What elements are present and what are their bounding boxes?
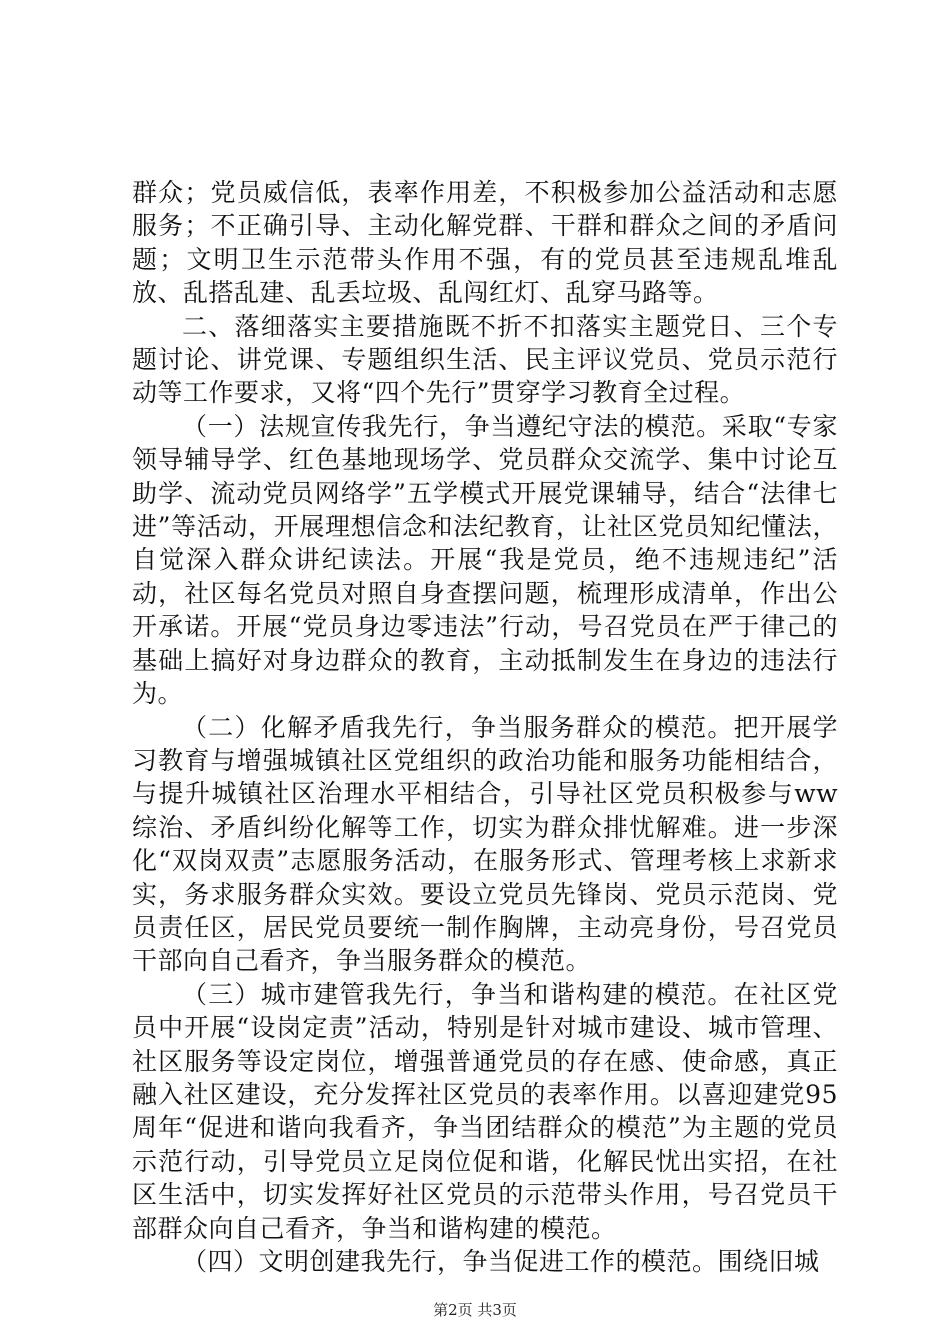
- paragraph: （三）城市建管我先行，争当和谐构建的模范。在社区党员中开展“设岗定责”活动，特别是针对城市建设、城市管理、社区服务等设定岗位，增强普通党员的存在感、使命感，真正融入社区建设，充分发挥社区党员的表率作用。以喜迎建党95周年“促进和谐向我看齐，争当团结群众的模范”为主题的党员示范行动，引导党员立足岗位促和谐，化解民忧出实招，在社区生活中，切实发挥好社区党员的示范带头作用，号召党员干部群众向自己看齐，争当和谐构建的模范。: [132, 979, 838, 1243]
- document-body: [132, 176, 838, 1278]
- paragraph: （四）文明创建我先行，争当促进工作的模范。围绕旧城: [182, 1247, 820, 1276]
- page-footer: 第2页 共3页: [433, 1301, 517, 1319]
- paragraph: （二）化解矛盾我先行，争当服务群众的模范。把开展学习教育与增强城镇社区党组织的政治功能和服务功能相结合，与提升城镇社区治理水平相结合，引导社区党员积极参与ww综治、矛盾纠纷化解等工作，切实为群众排忧解难。进一步深化“双岗双责”志愿服务活动，在服务形式、管理考核上求新求实，务求服务群众实效。要设立党员先锋岗、党员示范岗、党员责任区，居民党员要统一制作胸牌，主动亮身份，号召党员干部向自己看齐，争当服务群众的模范。: [132, 712, 838, 976]
- paragraph: 二、落细落实主要措施既不折不扣落实主题党日、三个专题讨论、讲党课、专题组织生活、民主评议党员、党员示范行动等工作要求，又将“四个先行”贯穿学习教育全过程。: [132, 311, 838, 408]
- paragraph: 群众；党员威信低，表率作用差，不积极参加公益活动和志愿服务；不正确引导、主动化解党群、干群和群众之间的矛盾问题；文明卫生示范带头作用不强，有的党员甚至违规乱堆乱放、乱搭乱建、乱丢垃圾、乱闯红灯、乱穿马路等。: [132, 178, 838, 308]
- paragraph: （一）法规宣传我先行，争当遵纪守法的模范。采取“专家领导辅导学、红色基地现场学、党员群众交流学、集中讨论互助学、流动党员网络学”五学模式开展党课辅导，结合“法律七进”等活动，开展理想信念和法纪教育，让社区党员知纪懂法，自觉深入群众讲纪读法。开展“我是党员，绝不违规违纪”活动，社区每名党员对照自身查摆问题，梳理形成清单，作出公开承诺。开展“党员身边零违法”行动，号召党员在严于律己的基础上搞好对身边群众的教育，主动抵制发生在身边的违法行为。: [132, 411, 838, 709]
